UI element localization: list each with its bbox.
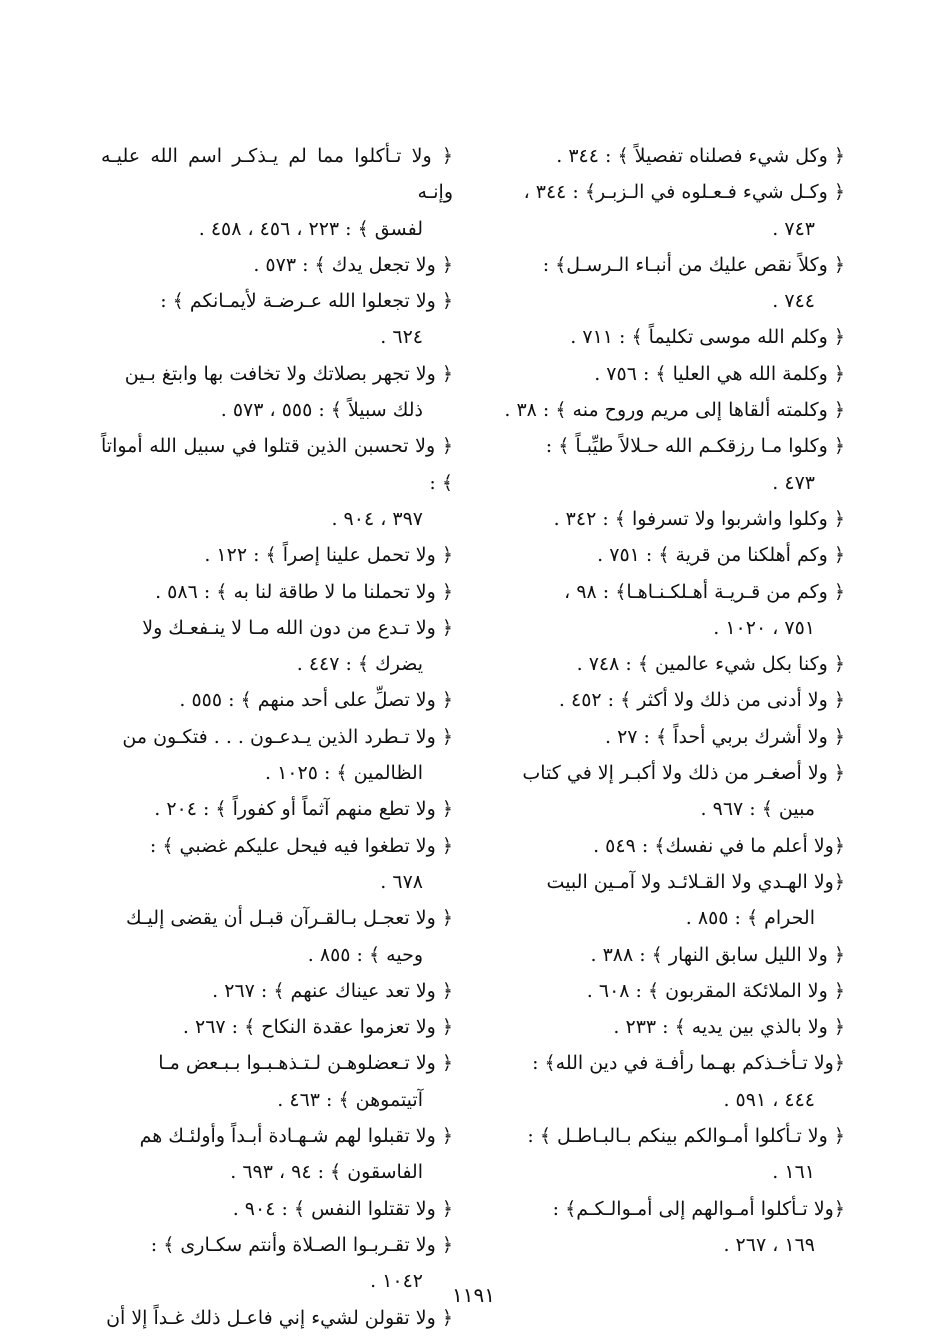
index-entry [101,1118,453,1191]
index-entry [493,247,845,320]
entry-continuation: ١٠٤٢ . [370,1270,423,1293]
index-entry [493,864,845,937]
index-entry [493,537,845,573]
index-entry [493,174,845,247]
entry-text: ﴿ ولا تجعلوا الله عـرضـة لأيمـانكم ﴾ : [160,290,453,313]
index-entry [493,428,845,501]
index-entry [493,1118,845,1191]
entry-text: ﴿ولا أعلم ما في نفسك﴾ : ٥٤٩ . [593,834,845,857]
entry-text: ﴿ وكم أهلكنا من قرية ﴾ : ٧٥١ . [597,544,845,567]
entry-text: ﴿ ولا تـأكلوا مما لم يـذكـر اسم الله عليـه وإنـه [101,145,453,204]
left-column [101,138,453,1336]
entry-text: ﴿ولا تـأخـذكم بهـما رأفـة في دين الله﴾ : [532,1052,845,1075]
entry-text: ﴿ ولا تحملنا ما لا طاقة لنا به ﴾ : ٥٨٦ . [155,580,453,603]
entry-text: ﴿ وكل شيء فصلناه تفصيلاً ﴾ : ٣٤٤ . [556,145,845,167]
entry-text: ﴿ولا الهـدي ولا القـلائـد ولا آمـين البيت [546,870,845,893]
entry-text: ﴿ وكلوا مـا رزقكـم الله حـلالاً طيِّبـاً ﴾ : [545,435,845,458]
entry-continuation: مبين ﴾ : ٩٦٧ . [700,798,815,821]
entry-continuation: ٦٧٨ . [380,870,423,893]
entry-text: ﴿ ولا تعزموا عقدة النكاح ﴾ : ٢٦٧ . [182,1016,453,1039]
index-entry [493,828,845,864]
index-entry [101,247,453,283]
entry-text: ﴿ ولا تحسبن الذين قتلوا في سبيل الله أمواتاً ﴾ : [101,435,453,494]
entry-text: ﴿ وكنا بكل شيء عالمين ﴾ : ٧٤٨ . [576,653,845,676]
index-entry [101,537,453,573]
entry-continuation: الحرام ﴾ : ٨٥٥ . [685,907,815,930]
entry-text: ﴿ ولا بالذي بين يديه ﴾ : ٢٣٣ . [613,1016,845,1039]
index-entry [101,283,453,356]
entry-continuation: ٤٤٤ ، ٥٩١ . [723,1088,815,1111]
entry-text: ﴿ ولا تعجـل بـالقـرآن قبـل أن يقضى إليـك [125,907,453,930]
entry-continuation: ١٦١ . [772,1161,815,1184]
entry-continuation: ٦٢٤ . [380,326,423,349]
entry-text: ﴿ وكلم الله موسى تكليماً ﴾ : ٧١١ . [570,326,845,349]
entry-text: ﴿ ولا تـدع من دون الله مـا لا ينـفعـك ولا [142,616,453,639]
entry-continuation: الظالمين ﴾ : ١٠٢٥ . [265,762,423,785]
index-entry [493,937,845,973]
index-entry [493,755,845,828]
index-entry [101,428,453,537]
entry-text: ﴿ ولا تقبلوا لهم شـهـادة أبـداً وأولئـك هم [139,1125,453,1148]
entry-text: ﴿ ولا تقولن لشيء إني فاعـل ذلك غـداً إلا أن [106,1306,453,1329]
entry-text: ﴿ وكلوا واشربوا ولا تسرفوا ﴾ : ٣٤٢ . [553,507,845,530]
index-entry [493,356,845,392]
entry-continuation: ٧٥١ ، ١٠٢٠ . [713,616,815,639]
entry-continuation: ٧٤٣ . [772,217,815,240]
entry-text: ﴿ ولا تـعضلوهـن لـتـذهـبـوا بـبـعض مـا [158,1052,453,1075]
entry-text: ﴿ ولا تجهر بصلاتك ولا تخافت بها وابتغ بـين [124,362,453,385]
index-entry [493,319,845,355]
entry-text: ﴿ ولا تحمل علينا إصراً ﴾ : ١٢٢ . [204,544,453,567]
entry-text: ﴿ ولا تصلِّ على أحد منهم ﴾ : ٥٥٥ . [179,689,453,712]
entry-text: ﴿ ولا أصغـر من ذلك ولا أكبـر إلا في كتاب [522,762,845,785]
entry-text: ﴿ ولا تـأكلوا أمـوالكم بينكم بـالبـاطـل ﴾ : [527,1125,845,1148]
entry-text: ﴿ ولا الليل سابق النهار ﴾ : ٣٨٨ . [590,943,845,966]
index-entry [493,1191,845,1264]
index-entry [101,900,453,973]
entry-text: ﴿ وكم من قـريـة أهـلكـنـاهـا﴾ : ٩٨ ، [564,580,845,603]
entry-text: ﴿ وكلاً نقص عليك من أنبـاء الـرسـل﴾ : [542,253,845,276]
index-entry [101,1009,453,1045]
entry-continuation: ٧٤٤ . [772,290,815,313]
index-entry [101,138,453,247]
entry-text: ﴿ ولا تقـربـوا الصـلاة وأنتم سكـارى ﴾ : [150,1233,453,1256]
index-entry [101,682,453,718]
entry-text: ﴿ ولا الملائكة المقربون ﴾ : ٦٠٨ . [586,979,845,1002]
right-column [493,138,845,1336]
index-entry [493,682,845,718]
index-entry [101,828,453,901]
entry-text: ﴿ ولا تطغوا فيه فيحل عليكم غضبي ﴾ : [149,834,453,857]
entry-continuation: الفاسقون ﴾ : ٩٤ ، ٦٩٣ . [230,1161,423,1184]
index-entry [101,574,453,610]
entry-continuation: ٤٧٣ . [772,471,815,494]
entry-text: ﴿ وكـل شيء فـعـلوه في الـزبـر﴾ : ٣٤٤ ، [523,181,845,204]
index-entry [101,356,453,429]
entry-text: ﴿ولا تـأكلوا أمـوالهم إلى أمـوالـكـم﴾ : [552,1197,845,1220]
entry-continuation: آتيتموهن ﴾ : ٤٦٣ . [277,1088,423,1111]
index-entry [493,392,845,428]
entry-continuation: وحيه ﴾ : ٨٥٥ . [307,943,423,966]
entry-continuation: ١٦٩ ، ٢٦٧ . [723,1233,815,1256]
entry-text: ﴿ ولا تطع منهم آثماً أو كفوراً ﴾ : ٢٠٤ . [154,798,453,821]
index-entry [493,1045,845,1118]
index-entry [101,1191,453,1227]
entry-text: ﴿ وكلمة الله هي العليا ﴾ : ٧٥٦ . [594,362,845,385]
entry-text: ﴿ وكلمته ألقاها إلى مريم وروح منه ﴾ : ٣٨ . [504,399,845,422]
index-entry [493,574,845,647]
entry-text: ﴿ ولا أشرك بربي أحداً ﴾ : ٢٧ . [605,725,845,748]
page-number: ١١٩١ [452,1283,495,1307]
entry-text: ﴿ ولا تـطرد الذين يـدعـون . . . فتكـون من [122,725,453,748]
index-entry [101,973,453,1009]
entry-continuation: ٣٩٧ ، ٩٠٤ . [331,507,423,530]
index-entry [493,138,845,174]
entry-continuation: يضرك ﴾ : ٤٤٧ . [296,653,423,676]
entry-text: ﴿ ولا تقتلوا النفس ﴾ : ٩٠٤ . [232,1197,453,1220]
two-column-index [100,138,845,1336]
index-entry [493,973,845,1009]
entry-text: ﴿ ولا أدنى من ذلك ولا أكثر ﴾ : ٤٥٢ . [558,689,845,712]
index-entry [101,1045,453,1118]
entry-continuation: ذلك سبيلاً ﴾ : ٥٥٥ ، ٥٧٣ . [220,399,423,422]
index-entry [493,501,845,537]
entry-text: ﴿ ولا تجعل يدك ﴾ : ٥٧٣ . [253,253,453,276]
index-entry [101,719,453,792]
entry-continuation: لفسق ﴾ : ٢٢٣ ، ٤٥٦ ، ٤٥٨ . [198,217,423,240]
index-entry [493,646,845,682]
index-entry [493,1009,845,1045]
entry-text: ﴿ ولا تعد عيناك عنهم ﴾ : ٢٦٧ . [212,979,453,1002]
index-entry [101,791,453,827]
index-entry [493,719,845,755]
index-entry [101,610,453,683]
